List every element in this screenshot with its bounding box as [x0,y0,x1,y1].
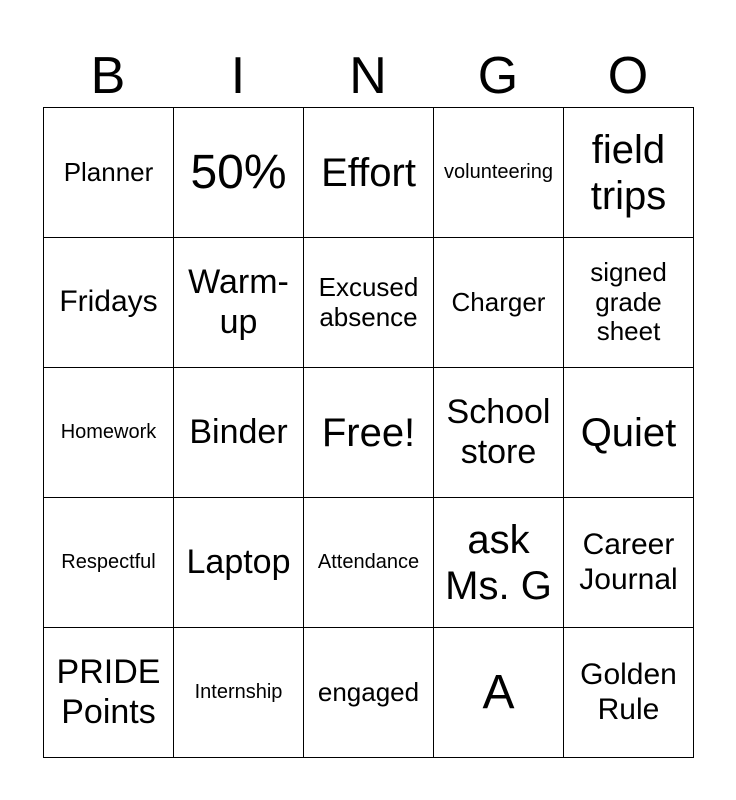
cell-text: Free! [321,410,416,455]
bingo-cell[interactable] [174,238,304,368]
bingo-cell[interactable] [564,498,694,628]
cell-text: Respectful [61,551,156,573]
bingo-cell[interactable] [174,628,304,758]
cell-text: Planner [63,156,154,187]
bingo-cell[interactable] [304,238,434,368]
cell-text: Binder [189,412,288,451]
cell-text: Warm-up [188,263,289,341]
cell-text: 50% [190,145,287,199]
bingo-cell[interactable] [434,238,564,368]
bingo-cell[interactable] [304,628,434,758]
cell-text: field trips [590,127,667,218]
cell-text: Golden Rule [580,658,677,726]
bingo-cell[interactable] [434,498,564,628]
bingo-cell[interactable] [44,238,174,368]
cell-text: volunteering [444,161,553,183]
cell-text: signed grade sheet [590,256,667,347]
cell-text: Attendance [317,551,420,573]
cell-text: Homework [60,421,157,443]
bingo-cell[interactable] [434,628,564,758]
bingo-cell[interactable] [174,498,304,628]
cell-text: Charger [451,286,546,317]
cell-text: Fridays [59,285,158,319]
bingo-cell[interactable] [174,108,304,238]
bingo-cell[interactable] [44,628,174,758]
bingo-cell[interactable] [434,368,564,498]
bingo-cell[interactable] [44,108,174,238]
bingo-cell[interactable] [564,238,694,368]
header-letter-o: O [607,47,649,105]
bingo-cell[interactable] [174,368,304,498]
cell-text: A [482,665,515,719]
cell-text: PRIDE Points [56,653,161,731]
cell-text: Career Journal [579,528,678,596]
cell-text: Quiet [580,410,677,455]
bingo-board [43,107,694,758]
cell-text: Internship [194,681,283,703]
bingo-cell[interactable] [304,108,434,238]
cell-text: engaged [317,676,420,707]
bingo-cell[interactable] [44,498,174,628]
bingo-cell[interactable] [564,368,694,498]
header-letter-n: N [349,47,387,105]
cell-text: School store [446,393,551,471]
bingo-cell[interactable] [564,108,694,238]
cell-text: ask Ms. G [445,517,552,608]
bingo-cell[interactable] [564,628,694,758]
bingo-cell[interactable] [44,368,174,498]
bingo-cell[interactable] [434,108,564,238]
bingo-header [43,44,693,108]
cell-text: Excused absence [318,271,419,332]
header-letter-g: G [477,47,519,105]
header-letter-b: B [90,47,126,105]
bingo-cell[interactable] [304,498,434,628]
cell-text: Laptop [186,542,291,581]
cell-text: Effort [321,150,416,195]
bingo-cell[interactable] [304,368,434,498]
header-letter-i: I [230,47,246,105]
